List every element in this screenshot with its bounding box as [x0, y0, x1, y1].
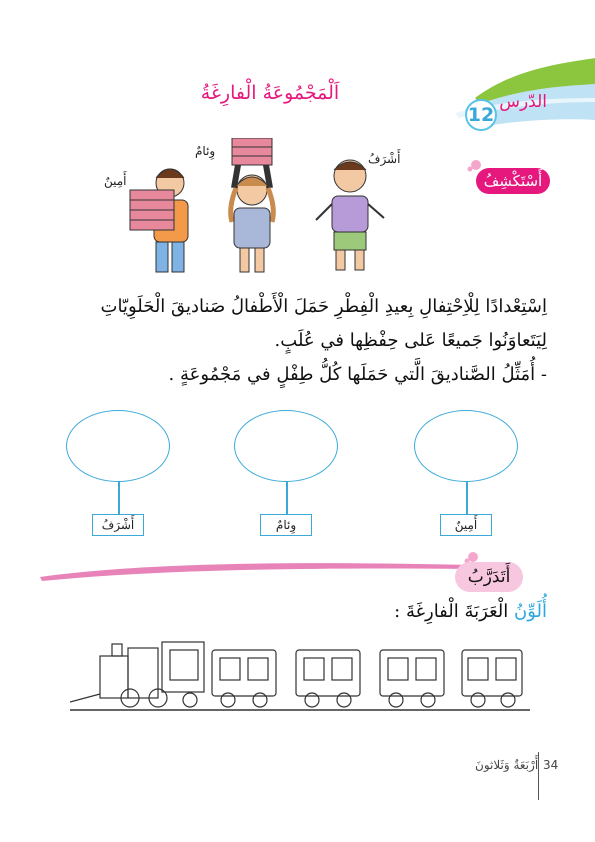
group-label-wiam: وِئامٌ: [260, 514, 312, 536]
practice-badge: أَتَدَرَّبُ: [455, 562, 523, 592]
story-line-2: لِيَتَعاوَنُوا جَميعًا عَلى حِفْظِها في عُلَبٍ.: [274, 330, 547, 351]
group-label-ashraf: أَشْرَفُ: [92, 514, 144, 536]
page-title: اَلْمَجْمُوعَةُ الْفارِغَةُ: [200, 82, 340, 104]
lesson-number: 12: [465, 99, 497, 131]
child-name-wiam: وِئامٌ: [195, 144, 216, 158]
child-name-amin: أَمِينٌ: [104, 174, 127, 188]
connector-line: [118, 482, 120, 514]
train-locomotive: [70, 642, 204, 707]
task-instruction: - أُمَثِّلُ الصَّناديقَ الَّتي حَمَلَها كُلُّ طِفْلٍ في مَجْمُوعَةٍ .: [168, 364, 547, 385]
train-wagon-4: [462, 650, 522, 707]
instruction-verb: أُلَوِّنُ: [513, 601, 547, 622]
train-wagon-1: [212, 650, 276, 707]
children-illustration: [110, 138, 410, 278]
section-divider: [40, 555, 470, 585]
page-number: 34: [543, 758, 559, 772]
story-line-1: اِسْتِعْدادًا لِلْاِحْتِفالِ بِعيدِ الْفِطْرِ حَمَلَ الْأَطْفالُ صَناديقَ الْحَلَوِيّاتِ: [100, 296, 547, 317]
child-amin-figure: [130, 169, 188, 272]
practice-instruction: [394, 601, 547, 622]
connector-line: [466, 482, 468, 514]
child-name-ashraf: أَشْرَفُ: [368, 152, 401, 166]
child-wiam-figure: [231, 138, 274, 272]
group-oval-ashraf[interactable]: [66, 410, 170, 482]
group-oval-wiam[interactable]: [234, 410, 338, 482]
train-illustration: [70, 636, 530, 716]
train-wagon-2: [296, 650, 360, 707]
group-oval-amin[interactable]: [414, 410, 518, 482]
page-number-words: أَرْبَعَةٌ وَثَلاثونَ: [475, 758, 539, 772]
group-label-amin: أَمِينٌ: [440, 514, 492, 536]
explore-badge: أَسْتَكْشِفُ: [476, 168, 550, 194]
train-wagon-empty: [380, 650, 444, 707]
instruction-text: الْعَرَبَةَ الْفارِغَةَ :: [394, 601, 514, 622]
decorative-dots-icon: [467, 158, 481, 172]
child-ashraf-figure: [316, 160, 384, 270]
lesson-label: الدّرس: [499, 92, 547, 112]
connector-line: [286, 482, 288, 514]
